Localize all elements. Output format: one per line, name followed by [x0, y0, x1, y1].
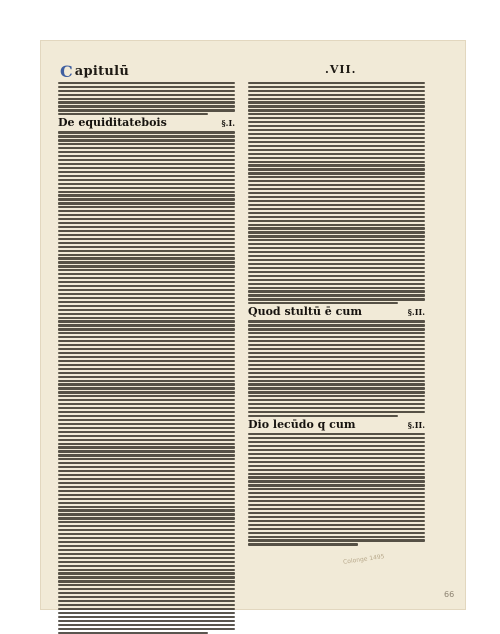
text-block-middle [248, 320, 425, 417]
section-mark: §.II. [407, 420, 425, 431]
page-header [60, 62, 440, 80]
handwritten-note: Colonge 1495 [342, 553, 385, 566]
text-block-main [58, 131, 235, 633]
chapter-initial: C [60, 62, 73, 81]
heading-title: De equiditatebois [58, 116, 167, 130]
text-block-lower [248, 433, 425, 545]
page-number: 66 [444, 590, 455, 599]
heading-title: Dio lecūdo q cum [248, 418, 356, 432]
section-heading [58, 117, 235, 129]
chapter-title [60, 62, 129, 81]
text-block-intro [58, 82, 235, 116]
section-mark: §.I. [221, 118, 235, 129]
text-block-upper [248, 82, 425, 305]
chapter-word: apitulū [74, 64, 130, 79]
section-heading [248, 306, 425, 318]
section-heading [248, 419, 425, 431]
heading-title: Quod stultū ē cum [248, 305, 362, 319]
right-text-column [248, 80, 425, 580]
section-mark: §.II. [407, 307, 425, 318]
folio-number: .VII. [325, 63, 357, 76]
left-text-column [58, 80, 235, 580]
